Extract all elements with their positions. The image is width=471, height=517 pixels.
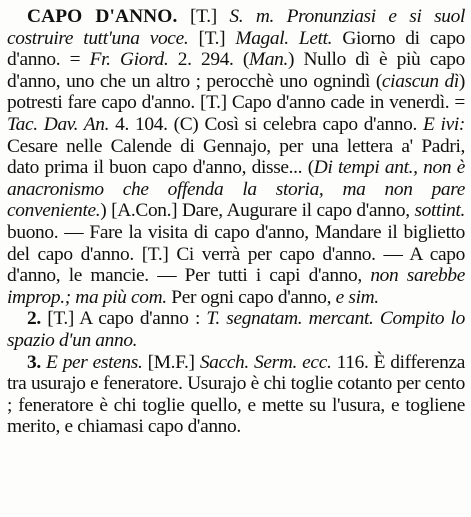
source-tag: [T.] [190,6,217,27]
usage-note: sottint. [414,200,466,222]
example-text: Giorno di capo d'anno. = [7,27,466,71]
example-text: ) potresti fare capo d'anno. [T.] Capo d'anno cade in venerdì. = [7,70,465,114]
citation-ref: 2. 294. ( [177,49,250,71]
sense-number: 3. [27,351,41,373]
example-text: ) [A.Con.] Dare, Augurare il capo d'anno, [100,200,410,222]
usage-note: non sarebbe improp.; ma più com. [7,265,466,308]
citation-author: Magal. Lett. [235,27,333,49]
entry-paragraph-2 [7,308,465,351]
gloss: ciascun dì [381,70,459,92]
entry-paragraph-3 [7,352,465,438]
example-text: [T.] A capo d'anno : [47,308,201,330]
entry-paragraph-1 [7,6,465,308]
grammar-note: S. m. Pronunziasi e si suol costruire tutt'una voce. [7,6,466,49]
example-text: buono. — Fare la visita di capo d'anno, Mandare il biglietto del capo d'anno. [T.] Ci verrà per capo d'anno. — A capo d'anno, le mancie. — Per tutti i capi d'anno, [7,221,465,287]
editorial-note: Di tempi ant., non è anacronismo che offenda la storia, ma non pare conveniente. [7,157,465,222]
citation-author: Tac. Dav. An. [7,113,110,135]
citation-author: Fr. Giord. [89,49,169,71]
citation-author: Sacch. Serm. ecc. [199,351,332,373]
source-tag: [M.F.] [147,351,195,373]
usage-note: E per estens. [46,351,143,373]
cross-ref: E ivi: [423,113,465,135]
source-tag: [T.] [198,27,226,49]
citation-edition: Man. [249,49,289,71]
usage-note: T. segnatam. mercant. Compito lo spazio d'un anno. [7,308,465,351]
usage-note: e sim. [335,286,379,308]
example-text: ) Nullo dì è più capo d'anno, uno che un altro ; perocchè uno ognindì ( [7,49,465,92]
example-text: 4. 104. (C) Così si celebra capo d'anno. [115,113,417,135]
example-text: 116. È differenza tra usurajo e feneratore. Usurajo è chi toglie cotanto per cento ; feneratore è chi toglie quello, e mette su l'usura, e togliene merito, e chiamasi capo d'anno. [7,351,466,438]
example-text: Per ogni capo d'anno, [171,286,332,308]
headword: CAPO D'ANNO. [27,6,178,27]
example-text: Cesare nelle Calende di Gennajo, per una lettera a' Padri, dato prima il buon capo d'anno, disse... ( [7,135,465,179]
sense-number: 2. [27,308,41,330]
